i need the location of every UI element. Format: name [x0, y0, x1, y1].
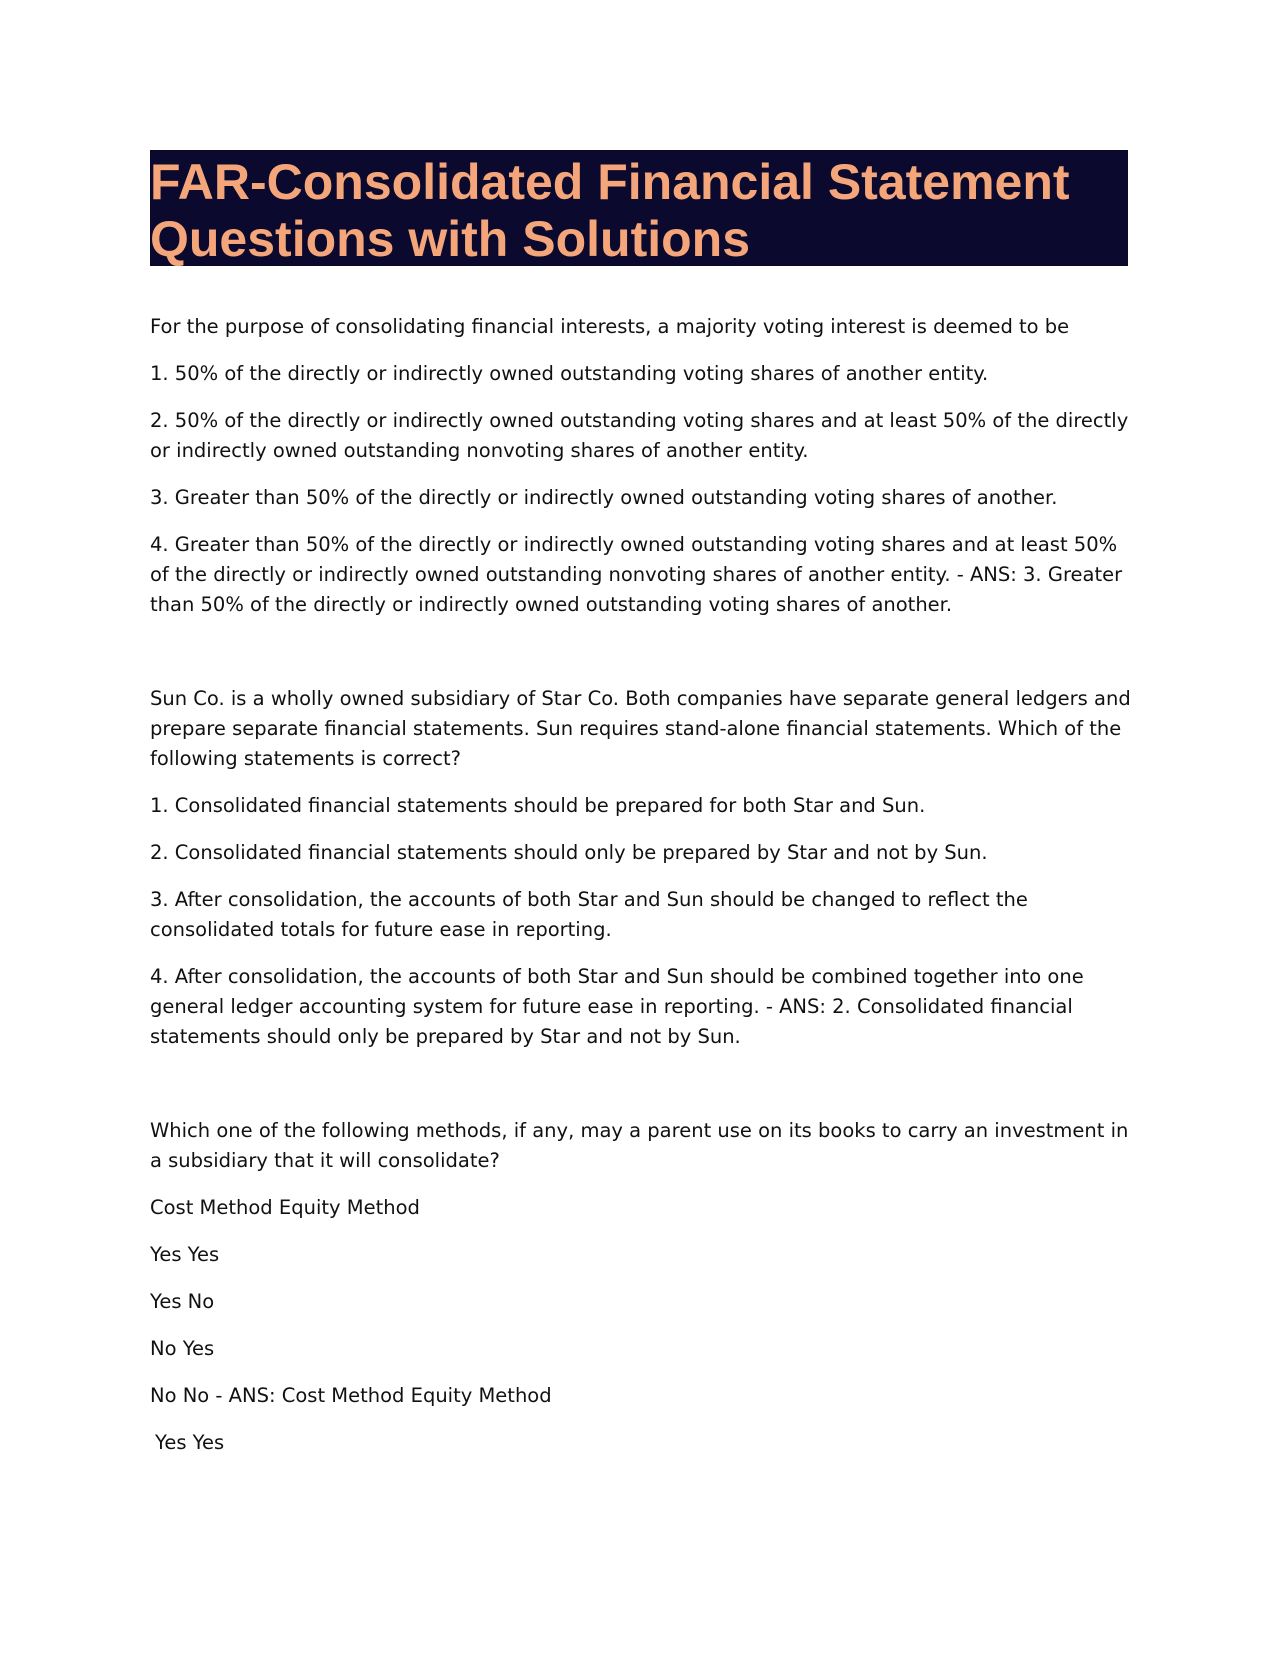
question-1-option-3: 3. Greater than 50% of the directly or indirectly owned outstanding voting shares of another. [150, 486, 1058, 509]
question-1-option-4-answer: 4. Greater than 50% of the directly or indirectly owned outstanding voting shares and at least 50% of the directly or indirectly owned outstanding nonvoting shares of another entity. - ANS: 3. Greater than 50% of the directly or indirectly owned outstanding voting shares of another. [150, 533, 1123, 616]
section-spacer [150, 637, 1135, 684]
question-2-stem: Sun Co. is a wholly owned subsidiary of Star Co. Both companies have separate general ledgers and prepare separate financial statements. Sun requires stand-alone financial statements. Which of the following statements is correct? [150, 687, 1131, 770]
question-2-option-2: 2. Consolidated financial statements should only be prepared by Star and not by Sun. [150, 841, 988, 864]
title-line-2: Questions with Solutions [150, 211, 750, 267]
question-3-line-option: No Yes [150, 1337, 215, 1360]
question-2-option-1: 1. Consolidated financial statements should be prepared for both Star and Sun. [150, 794, 926, 817]
title-line-1: FAR-Consolidated Financial Statement [150, 154, 1070, 210]
document-body [150, 312, 1135, 1475]
question-3-line-option: Yes Yes [150, 1243, 220, 1266]
document-title [150, 150, 1128, 268]
question-1-option-2: 2. 50% of the directly or indirectly owned outstanding voting shares and at least 50% of the directly or indirectly owned outstanding nonvoting shares of another entity. [150, 409, 1129, 462]
question-1-stem: For the purpose of consolidating financial interests, a majority voting interest is deemed to be [150, 315, 1070, 338]
section-spacer [150, 1069, 1135, 1116]
title-banner [150, 150, 1128, 266]
question-3-line-answer: No No - ANS: Cost Method Equity Method [150, 1384, 552, 1407]
question-3-line-header: Cost Method Equity Method [150, 1196, 420, 1219]
question-2-option-4-answer: 4. After consolidation, the accounts of both Star and Sun should be combined together into one general ledger accounting system for future ease in reporting. - ANS: 2. Consolidated financial statements should only be prepared by Star and not by Sun. [150, 965, 1084, 1048]
question-3-line-answer-values: Yes Yes [155, 1431, 225, 1454]
question-3-line-option: Yes No [150, 1290, 215, 1313]
question-2-option-3: 3. After consolidation, the accounts of both Star and Sun should be changed to reflect the consolidated totals for future ease in reporting. [150, 888, 1028, 941]
question-3-stem: Which one of the following methods, if any, may a parent use on its books to carry an investment in a subsidiary that it will consolidate? [150, 1119, 1129, 1172]
question-1-option-1: 1. 50% of the directly or indirectly owned outstanding voting shares of another entity. [150, 362, 989, 385]
